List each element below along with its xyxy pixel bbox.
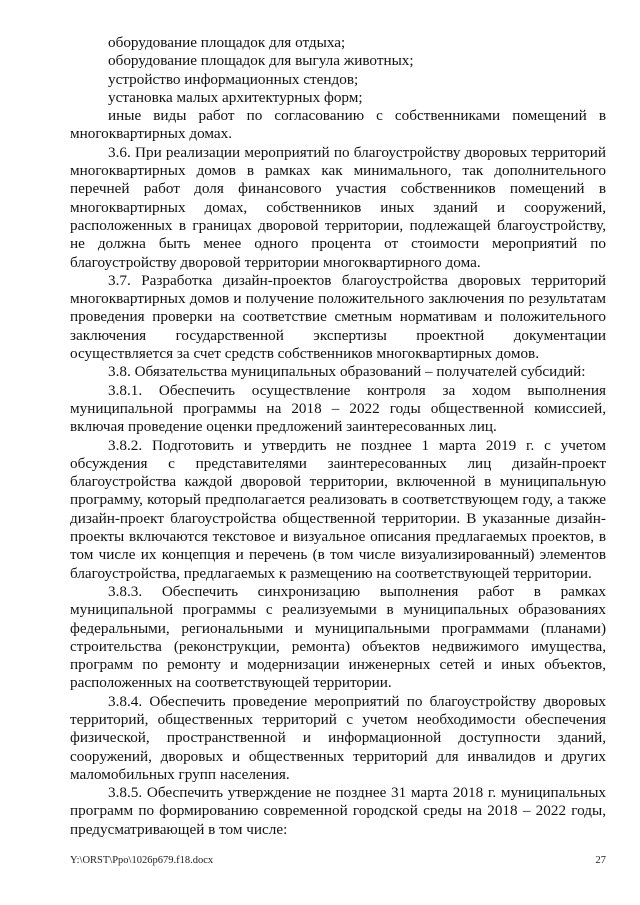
paragraph-3-8: 3.8. Обязательства муниципальных образований – получателей субсидий: (108, 363, 586, 381)
paragraph: устройство информационных стендов; (108, 70, 359, 88)
paragraph: оборудование площадок для выгула животных; (108, 52, 414, 70)
document-body (70, 34, 606, 839)
paragraph-3-6: 3.6. При реализации мероприятий по благоустройству дворовых территорий многоквартирных домов в рамках как минимального, так дополнительного перечней работ доля финансового участия собственников помещений в многоквартирных домах, собственников иных зданий и сооружений, расположенных в границах дворовой территории, подлежащей благоустройству, не должна быть менее одного процента от стоимости мероприятий по благоустройству дворовой территории многоквартирного дома. (70, 143, 606, 271)
page-number: 27 (595, 855, 606, 866)
paragraph-3-7: 3.7. Разработка дизайн-проектов благоустройства дворовых территорий многоквартирных домов и получение положительного заключения по результатам проведения проверки на соответствие сметным нормативам и положительного заключения государственной экспертизы проектной документации осуществляется за счет средств собственников многоквартирных домов. (70, 271, 606, 363)
paragraph-3-8-2: 3.8.2. Подготовить и утвердить не позднее 1 марта 2019 г. с учетом обсуждения с представителями заинтересованных лиц дизайн-проект благоустройства каждой дворовой территории, включенной в муниципальную программу, который предполагается реализовать в соответствующем году, а также дизайн-проект благоустройства общественной территории. В указанные дизайн-проекты включаются текстовое и визуальное описания предлагаемых проектов, в том числе их концепция и перечень (в том числе визуализированный) элементов благоустройства, предлагаемых к размещению на соответствующей территории. (70, 436, 606, 582)
paragraph: установка малых архитектурных форм; (108, 88, 363, 106)
paragraph-3-8-4: 3.8.4. Обеспечить проведение мероприятий по благоустройству дворовых территорий, общественных территорий с учетом необходимости обеспечения физической, пространственной и информационной доступности зданий, сооружений, дворовых и общественных территорий для инвалидов и других маломобильных групп населения. (70, 692, 606, 783)
paragraph-3-8-3: 3.8.3. Обеспечить синхронизацию выполнения работ в рамках муниципальной программы с реализуемыми в муниципальных образованиях федеральными, региональными и муниципальными программами (планами) строительства (реконструкции, ремонта) объектов недвижимого имущества, программ по ремонту и модернизации инженерных сетей и иных объектов, расположенных на соответствующей территории. (70, 582, 606, 692)
paragraph-3-8-5: 3.8.5. Обеспечить утверждение не позднее 31 марта 2018 г. муниципальных программ по формированию современной городской среды на 2018 – 2022 годы, предусматривающей в том числе: (70, 784, 606, 838)
paragraph: оборудование площадок для отдыха; (108, 34, 346, 51)
paragraph-3-8-1: 3.8.1. Обеспечить осуществление контроля за ходом выполнения муниципальной программы на 2018 – 2022 годы общественной комиссией, включая проведение оценки предложений заинтересованных лиц. (70, 381, 606, 436)
paragraph: иные виды работ по согласованию с собственниками помещений в многоквартирных домах. (70, 107, 606, 143)
file-path: Y:\ORST\Ppo\1026p679.f18.docx (70, 855, 214, 866)
